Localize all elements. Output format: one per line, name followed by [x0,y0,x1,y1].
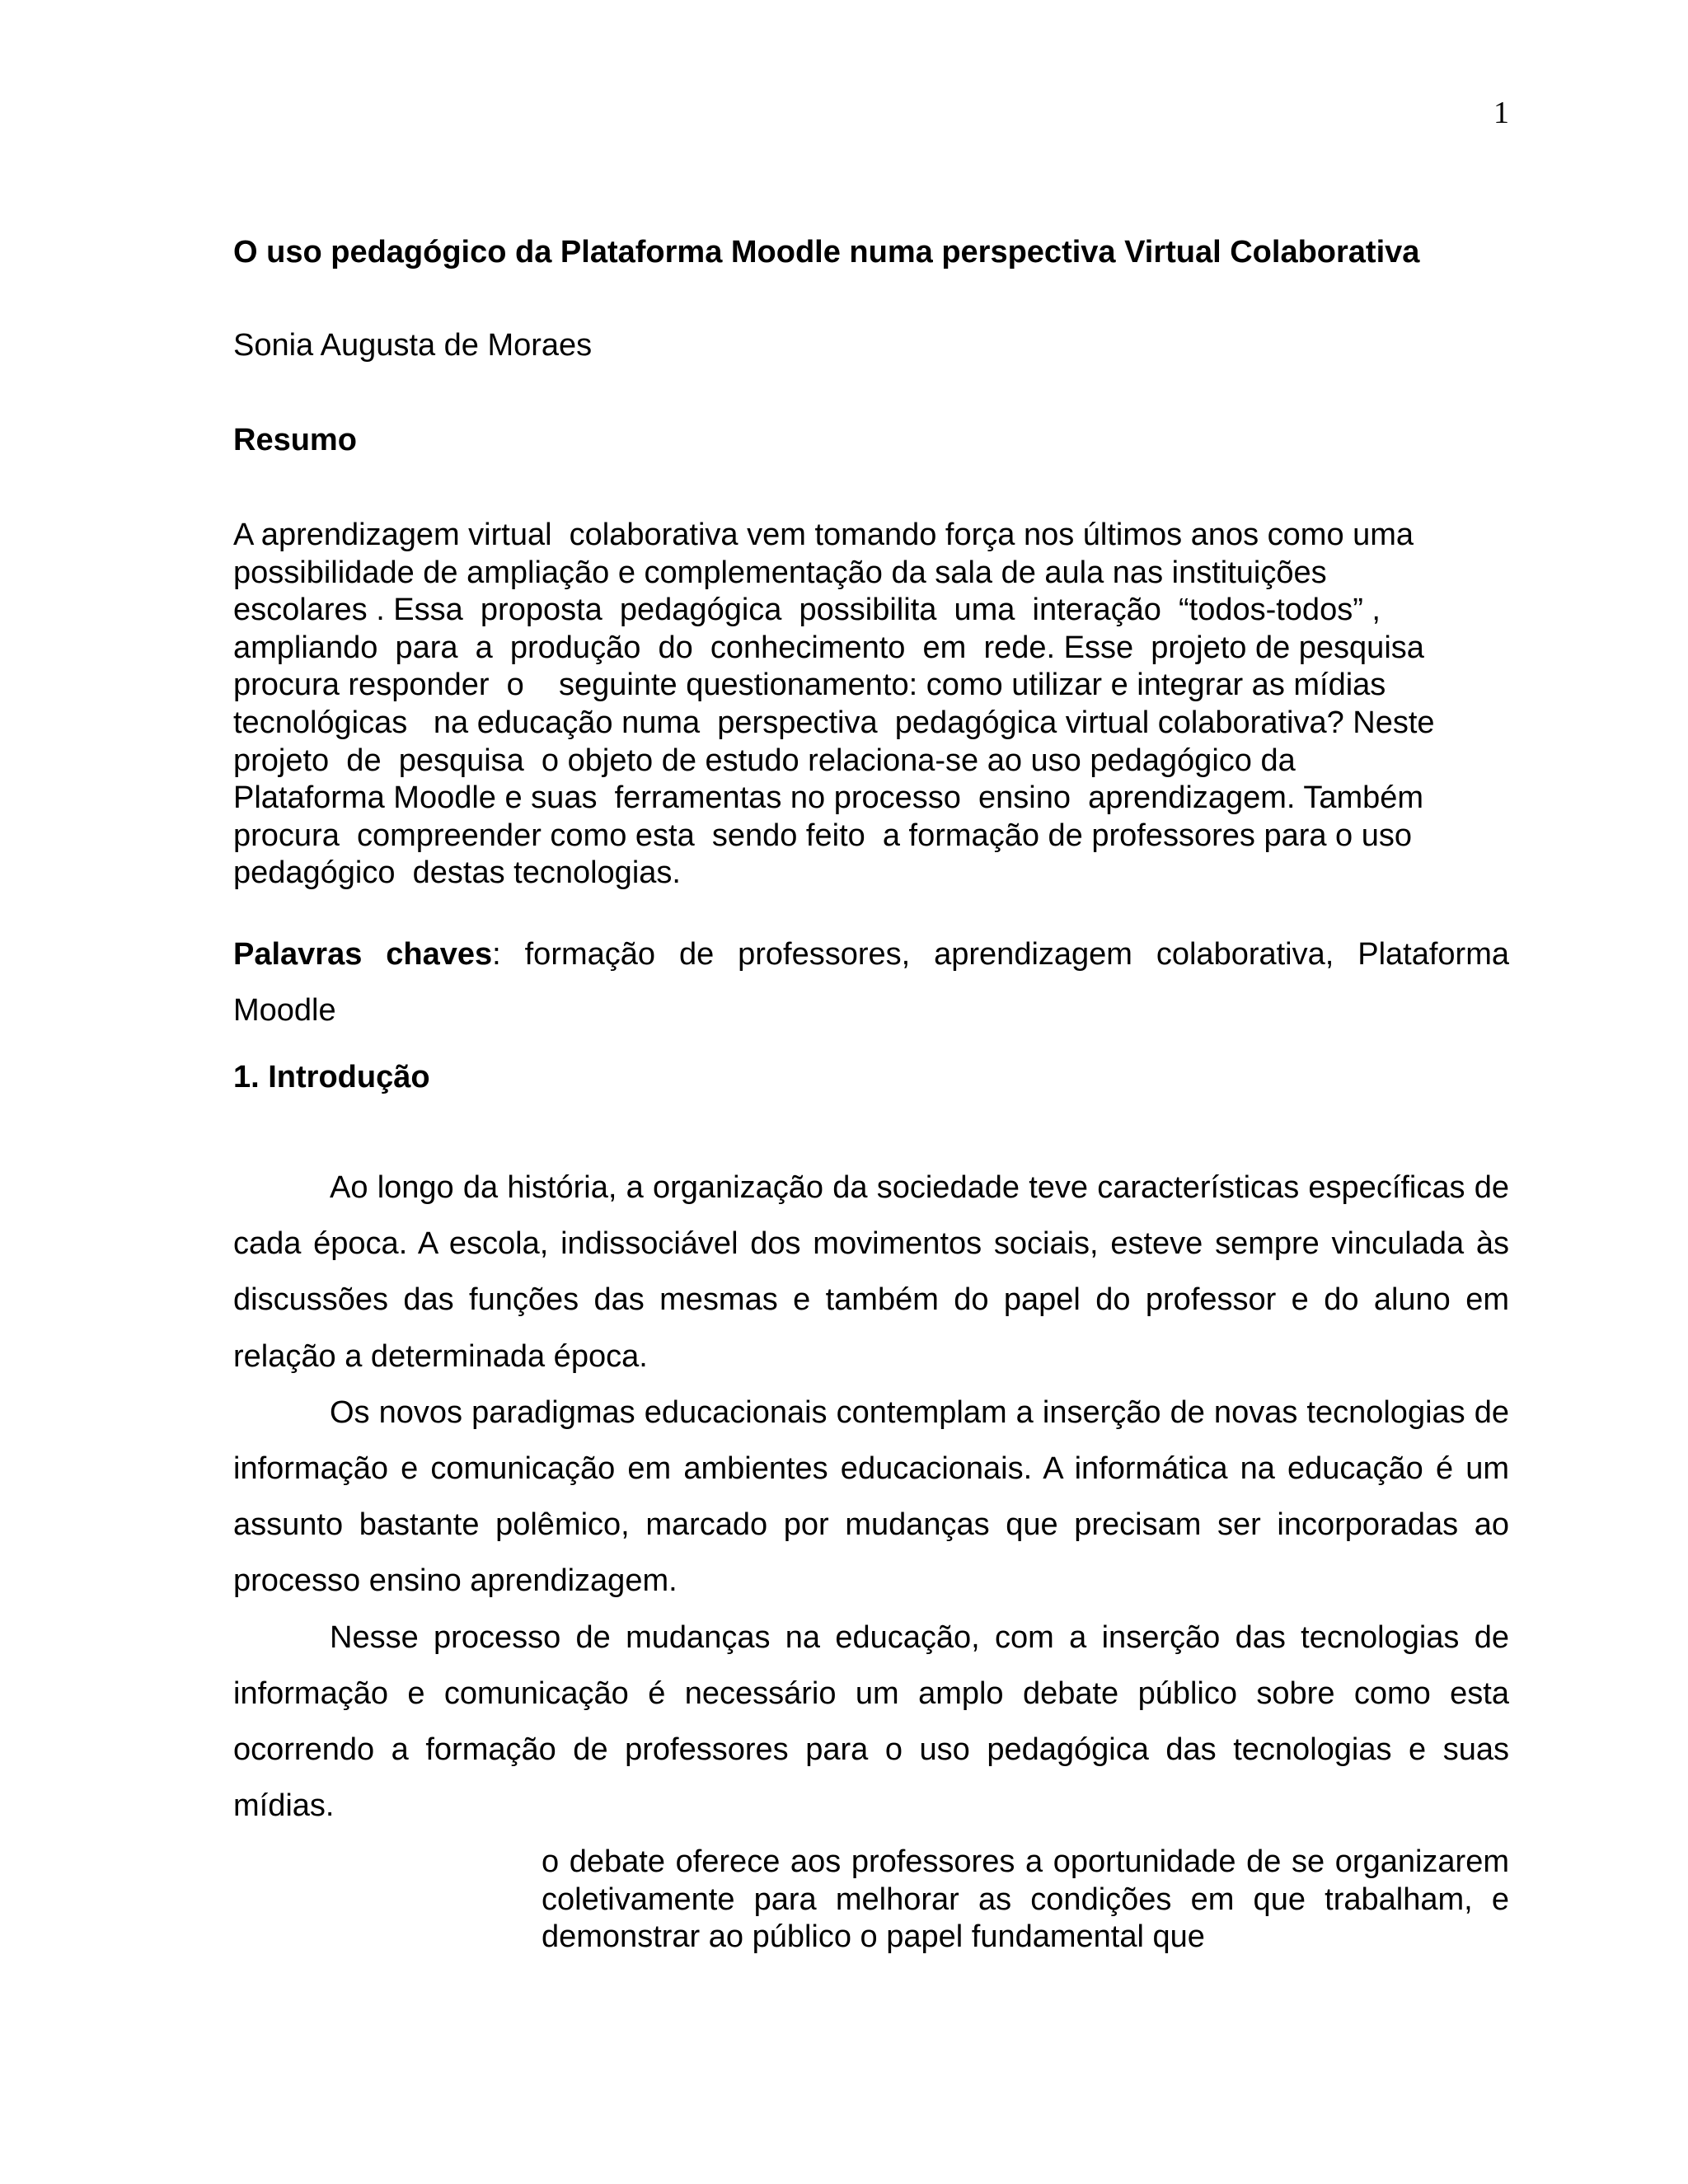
introduction-paragraph: Ao longo da história, a organização da sociedade teve características específicas de cada época. A escola, indissociável dos movimentos sociais, esteve sempre vinculada às discussões das funções das mesmas e também do papel do professor e do aluno em relação a determinada época. [233,1170,1509,1374]
abstract-heading: Resumo [233,423,357,457]
keywords [233,926,1509,1038]
keywords-label: Palavras chaves [233,937,493,972]
introduction-heading: 1. Introdução [233,1060,430,1094]
keywords-text: : formação de professores, aprendizagem colaborativa, Plataforma Moodle [233,937,1509,1028]
introduction-body [233,1160,1509,1834]
abstract-text: A aprendizagem virtual colaborativa vem tomando força nos últimos anos como uma possibilidade de ampliação e complementação da sala de aula nas instituições escolares . Essa proposta pedagógica possibilita uma interação “todos-todos” , ampliando para a produção do conhecimento em rede. Esse projeto de pesquisa procura responder o seguinte questionamento: como utilizar e integrar as mídias tecnológicas na educação numa perspectiva pedagógica virtual colaborativa? Neste projeto de pesquisa o objeto de estudo relaciona-se ao uso pedagógico da Plataforma Moodle e suas ferramentas no processo ensino aprendizagem. Também procura compreender como esta sendo feito a formação de professores para o uso pedagógico destas tecnologias. [233,518,1435,891]
document-title: O uso pedagógico da Plataforma Moodle numa perspectiva Virtual Colaborativa [233,235,1420,269]
author-name: Sonia Augusta de Moraes [233,328,593,363]
block-quote: o debate oferece aos professores a oportunidade de se organizarem coletivamente para melhorar as condições em que trabalham, e demonstrar ao público o papel fundamental que [542,1844,1509,1955]
introduction-paragraph: Os novos paradigmas educacionais contemplam a inserção de novas tecnologias de informação e comunicação em ambientes educacionais. A informática na educação é um assunto bastante polêmico, marcado por mudanças que precisam ser incorporadas ao processo ensino aprendizagem. [233,1394,1509,1599]
introduction-paragraph: Nesse processo de mudanças na educação, com a inserção das tecnologias de informação e comunicação é necessário um amplo debate público sobre como esta ocorrendo a formação de professores para o uso pedagógica das tecnologias e suas mídias. [233,1619,1509,1824]
page-number: 1 [1493,96,1509,130]
